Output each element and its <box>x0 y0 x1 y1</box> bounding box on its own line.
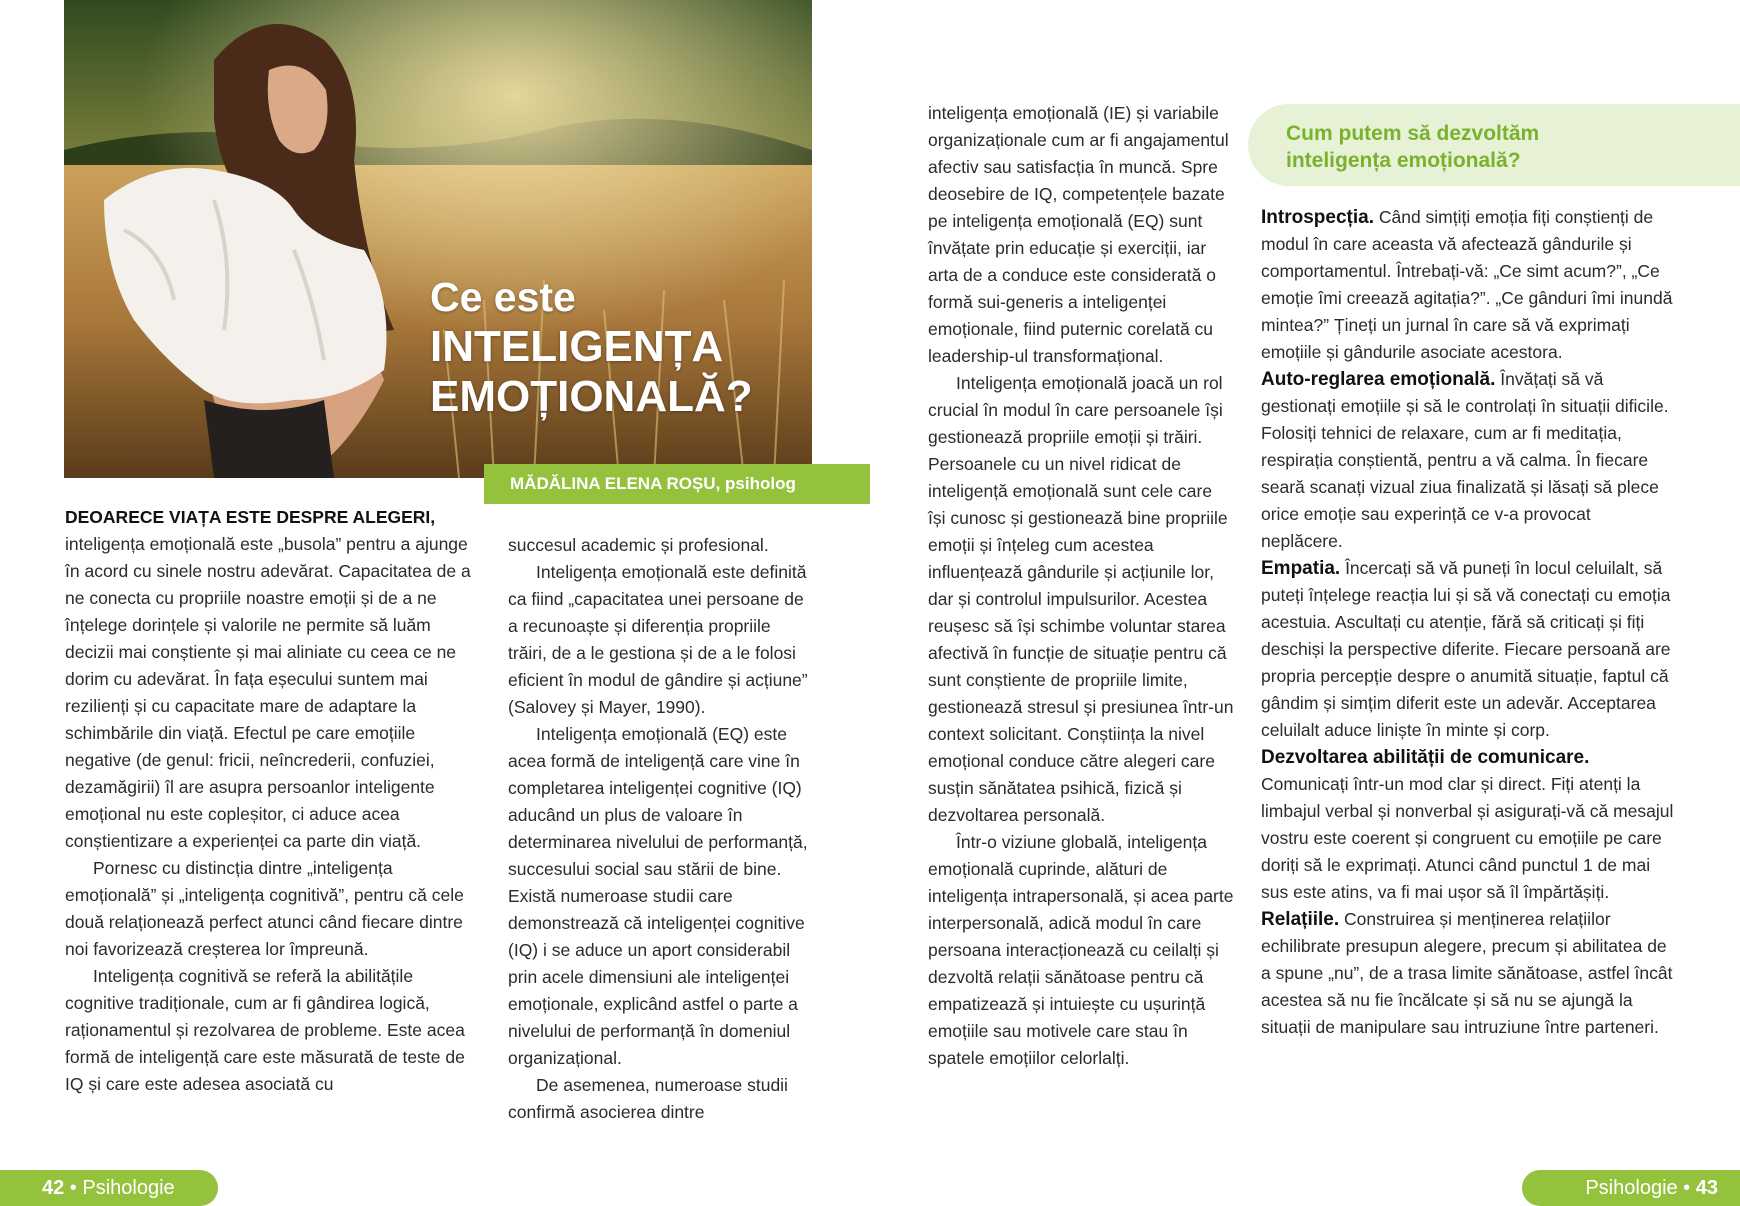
author-name: MĂDĂLINA ELENA ROȘU, <box>510 474 721 493</box>
tip-heading: Auto-reglarea emoțională. <box>1261 369 1496 390</box>
article-title <box>430 272 753 422</box>
paragraph: inteligența emoțională este „busola” pentru a ajunge în acord cu sinele nostru adevărat. Capacitatea de a ne conecta cu propriile noastre emoții și de a ne înțelege dorințele și valorile ne permite să luăm decizii mai conștiente și mai aliniate cu ceea ce ne dorim cu adevărat. În fața eșecului suntem mai rezilienți și cu capacitate mare de adaptare la schimbările din viață. Efectul pe care emoțiile negative (de genul: fricii, neîncrederii, confuziei, dezamăgirii) îl are asupra persoanlor inteligente emoțional nu este copleșitor, ci aduce acea conștientizare a experienței ca parte din viață. <box>65 534 471 851</box>
tip-heading: Empatia. <box>1261 558 1341 579</box>
text-column-2 <box>508 532 808 1126</box>
tip-heading: Relațiile. <box>1261 909 1340 930</box>
page-number-right: 43 <box>1695 1177 1718 1199</box>
section-name-right: Psihologie • <box>1585 1177 1696 1199</box>
paragraph: succesul academic și profesional. <box>508 535 769 555</box>
author-byline <box>510 474 796 494</box>
text-column-4 <box>1261 204 1676 1041</box>
sidebar-heading: Cum putem să dezvoltăm inteligența emoțională? <box>1286 122 1540 172</box>
author-role: psiholog <box>720 474 796 493</box>
tip-text: Învățați să vă gestionați emoțiile și să le controlați în situații dificile. Folosiți tehnici de relaxare, cum ar fi meditația, respirația conștientă, pentru a vă calma. În fiecare seară scanați vizual ziua finalizată și lăsați să plece orice emoție sau experință ce v-a provocat neplăcere. <box>1261 369 1669 551</box>
page-number-left: 42 <box>42 1177 65 1199</box>
tip-heading: Introspecția. <box>1261 207 1374 228</box>
text-column-1 <box>65 504 481 1098</box>
paragraph: Într-o viziune globală, inteligența emoțională cuprinde, alături de inteligența intrapersonală, și acea parte interpersonală, adică modul în care persoana interacționează cu ceilalți și dezvoltă relații sănătoase pentru că empatizează și intuiește cu ușurință emoțiile sau motivele care stau în spatele emoțiilor celorlalți. <box>928 832 1234 1068</box>
footer-right <box>1522 1170 1740 1206</box>
footer-left <box>0 1170 218 1206</box>
text-column-3 <box>928 100 1234 1072</box>
paragraph: inteligența emoțională (IE) și variabile organizaționale cum ar fi angajamentul afectiv sau satisfacția în muncă. Spre deosebire de IQ, competențele bazate pe inteligența emoțională (EQ) sunt învățate prin educație și exerciții, iar arta de a conduce este considerată o formă sui-generis a inteligenței emoționale, fiind puternic corelată cu leadership-ul transformațional. <box>928 103 1229 366</box>
paragraph: Inteligența cognitivă se referă la abilitățile cognitive tradiționale, cum ar fi gândirea logică, raționamentul și rezolvarea de probleme. Este acea formă de inteligență care este măsurată de teste de IQ și care este adesea asociată cu <box>65 966 465 1094</box>
tip-text: Construirea și menținerea relațiilor echilibrate presupun alegere, precum și abilitatea de a spune „nu”, de a trasa limite sănătoase, astfel încât acestea să nu fie încălcate și să nu se ajungă la situații de manipulare sau intruziune între parteneri. <box>1261 909 1673 1037</box>
section-name-left: • Psihologie <box>64 1177 175 1199</box>
title-line-3: EMOȚIONALĂ? <box>430 372 753 421</box>
tip-heading: Dezvoltarea abilității de comunicare. <box>1261 747 1590 768</box>
paragraph: Pornesc cu distincția dintre „inteligența emoțională” și „inteligența cognitivă”, pentru că cele două relaționează perfect atunci când fiecare dintre noi favorizează creșterea lor împreună. <box>65 858 464 959</box>
tip-text: Comunicați într-un mod clar și direct. Fiți atenți la limbajul verbal și nonverbal și asigurați-vă că mesajul vostru este coerent și congruent cu emoțiile pe care doriți să le exprimați. Atunci când punctul 1 de mai sus este atins, va fi mai ușor să îl împărtășiți. <box>1261 774 1674 902</box>
paragraph: Inteligența emoțională este definită ca fiind „capacitatea unei persoane de a recunoaște și diferenția propriile trăiri, de a le gestiona și de a le folosi eficient în modul de gândire și acțiune” (Salovey și Mayer, 1990). <box>508 562 808 717</box>
lead-in: DEOARECE VIAȚA ESTE DESPRE ALEGERI, <box>65 507 436 527</box>
title-line-1: Ce este <box>430 274 576 320</box>
paragraph: Inteligența emoțională joacă un rol crucial în modul în care persoanele își gestionează propriile emoții și trăiri. Persoanele cu un nivel ridicat de inteligență emoțională sunt cele care își cunosc și gestionează bine propriile emoții și înțeleg cum acestea influențează gândurile și acțiunile lor, dar și controlul impulsurilor. Acestea reușesc să își schimbe voluntar starea afectivă în funcție de situație pentru că sunt conștiente de propriile limite, gestionează stresul și presiunea într-un context solicitant. Conștiința la nivel emoțional conduce către alegeri care susțin sănătatea psihică, fizică și dezvoltarea personală. <box>928 373 1234 825</box>
title-line-2: INTELIGENȚA <box>430 322 724 371</box>
tip-text: Încercați să vă puneți în locul celuilalt, să puteți înțelege reacția lui și să vă conectați cu emoția acestuia. Ascultați cu atenție, fără să criticați și fiți deschiși la perspective diferite. Fiecare persoană are propria percepție despre o anumită situație, faptul că gândim și simțim diferit este un adevăr. Acceptarea celuilalt aduce liniște în minte și corp. <box>1261 558 1671 740</box>
paragraph: Inteligența emoțională (EQ) este acea formă de inteligență care vine în completarea inteligenței cognitive (IQ) aducând un plus de valoare în determinarea nivelului de performanță, succesului social sau stării de bine. Există numeroase studii care demonstrează că inteligenței cognitive (IQ) i se aduce un aport considerabil prin acele dimensiuni ale inteligenței emoționale, explicând astfel o parte a nivelului de performanță în domeniul organizațional. <box>508 724 808 1068</box>
paragraph: De asemenea, numeroase studii confirmă asocierea dintre <box>508 1075 788 1122</box>
tip-text: Când simțiți emoția fiți conștienți de modul în care aceasta vă afectează gândurile și comportamentul. Întrebați-vă: „Ce simt acum?”, „Ce emoție îmi creează agitația?”. „Ce gânduri îmi inundă mintea?” Țineți un jurnal în care să vă exprimați emoțiile și gândurile asociate acestora. <box>1261 207 1673 362</box>
